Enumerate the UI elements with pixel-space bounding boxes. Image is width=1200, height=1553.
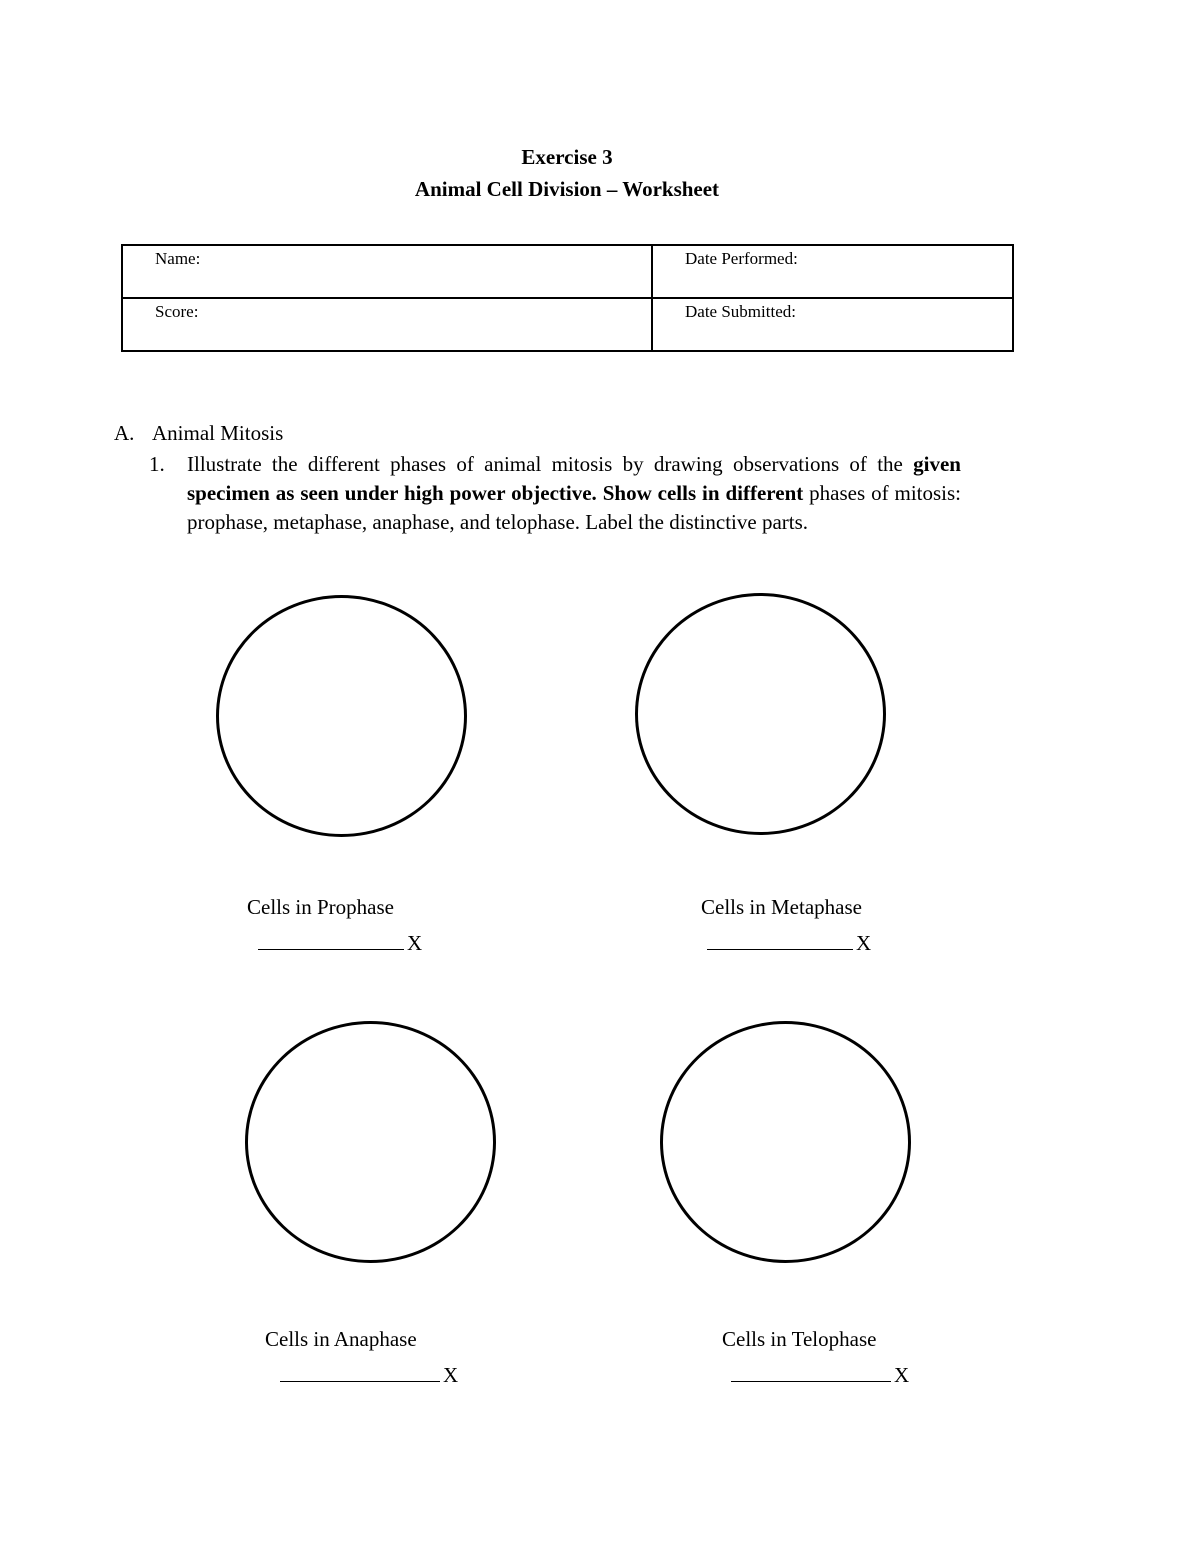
magnification-suffix: X (894, 1363, 910, 1387)
prophase-magnification (258, 929, 422, 956)
prophase-caption: Cells in Prophase (247, 895, 394, 919)
metaphase-drawing-circle[interactable] (635, 593, 886, 835)
date-performed-field[interactable]: Date Performed: (652, 245, 1013, 298)
magnification-suffix: X (856, 931, 872, 955)
prophase-drawing-circle[interactable] (216, 595, 467, 837)
anaphase-caption: Cells in Anaphase (265, 1327, 417, 1351)
telophase-magnification (731, 1361, 909, 1388)
name-field[interactable]: Name: (122, 245, 652, 298)
metaphase-caption: Cells in Metaphase (701, 895, 862, 919)
worksheet-title: Animal Cell Division – Worksheet (414, 177, 720, 201)
instruction-text (187, 450, 961, 537)
date-submitted-field[interactable]: Date Submitted: (652, 298, 1013, 351)
section-heading (114, 421, 283, 446)
table-row (122, 298, 1013, 351)
magnification-blank[interactable] (707, 929, 853, 950)
anaphase-drawing-circle[interactable] (245, 1021, 496, 1263)
item-number: 1. (149, 452, 165, 476)
score-field[interactable]: Score: (122, 298, 652, 351)
magnification-blank[interactable] (731, 1361, 891, 1382)
telophase-drawing-circle[interactable] (660, 1021, 911, 1263)
telophase-caption: Cells in Telophase (722, 1327, 877, 1351)
anaphase-magnification (280, 1361, 458, 1388)
magnification-suffix: X (407, 931, 423, 955)
metaphase-magnification (707, 929, 871, 956)
section-letter: A. (114, 421, 135, 445)
table-row (122, 245, 1013, 298)
student-info-table (121, 244, 1014, 352)
instruction-text-bold: given specimen as seen under high power objective. Show cells in different (187, 452, 961, 505)
exercise-title: Exercise 3 (521, 145, 613, 169)
section-title: Animal Mitosis (152, 421, 284, 445)
magnification-suffix: X (443, 1363, 459, 1387)
instruction-text-part2: phases of mitosis: prophase, metaphase, anaphase, and telophase. Label the distinctive parts. (187, 481, 961, 534)
instruction-item (149, 450, 961, 537)
magnification-blank[interactable] (280, 1361, 440, 1382)
instruction-text-part1: Illustrate the different phases of animal mitosis by drawing observations of the (187, 452, 914, 476)
magnification-blank[interactable] (258, 929, 404, 950)
